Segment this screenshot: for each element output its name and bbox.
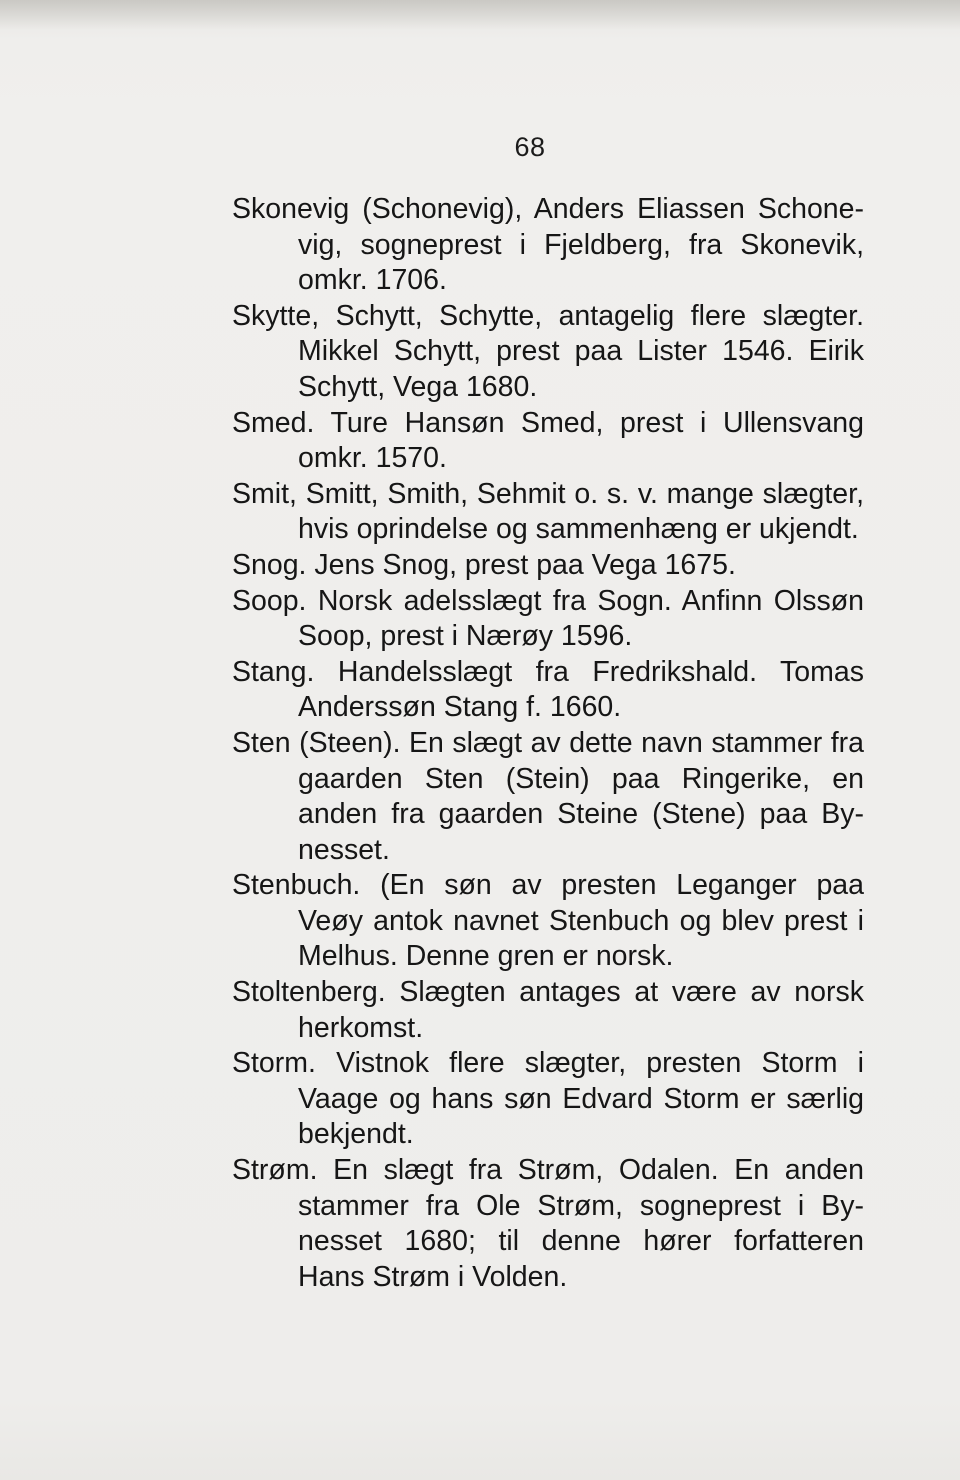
entry-soop: Soop. Norsk adelsslægt fra Sogn. Anfinn Olssøn Soop, prest i Nærøy 1596.: [232, 584, 864, 653]
entry-storm: Storm. Vistnok flere slægter, presten Storm i Vaage og hans søn Edvard Storm er særlig bekjendt.: [232, 1047, 864, 1151]
entry-stoltenberg: Stoltenberg. Slægten antages at være av norsk herkomst.: [232, 976, 864, 1044]
entry-sten: Sten (Steen). En slægt av dette navn stammer fra gaarden Sten (Stein) paa Ringerike, en anden fra gaarden Steine (Stene) paa By-nesset.: [232, 726, 864, 866]
surname-entries: [232, 192, 864, 1295]
scan-shadow: [0, 0, 960, 30]
entry-stenbuch: Stenbuch. (En søn av presten Leganger paa Veøy antok navnet Stenbuch og blev prest i Melhus. Denne gren er norsk.: [232, 869, 864, 973]
entry-snog: Snog. Jens Snog, prest paa Vega 1675.: [232, 548, 736, 581]
entry-smed: Smed. Ture Hansøn Smed, prest i Ullensvang omkr. 1570.: [232, 406, 864, 475]
entry-skytte: Skytte, Schytt, Schytte, antagelig flere slægter. Mikkel Schytt, prest paa Lister 1546. Eirik Schytt, Vega 1680.: [232, 299, 864, 403]
entry-skonevig: Skonevig (Schonevig), Anders Eliassen Schone-vig, sogneprest i Fjeldberg, fra Skonevik, omkr. 1706.: [232, 193, 864, 297]
entry-smit: Smit, Smitt, Smith, Sehmit o. s. v. mange slægter, hvis oprindelse og sammenhæng er ukjendt.: [232, 477, 864, 546]
entry-strom: Strøm. En slægt fra Strøm, Odalen. En anden stammer fra Ole Strøm, sogneprest i By-nesset 1680; til denne hører forfatteren Hans Strøm i Volden.: [232, 1154, 864, 1293]
entry-stang: Stang. Handelsslægt fra Fredrikshald. Tomas Anderssøn Stang f. 1660.: [232, 655, 864, 724]
page-number: 68: [514, 132, 546, 162]
